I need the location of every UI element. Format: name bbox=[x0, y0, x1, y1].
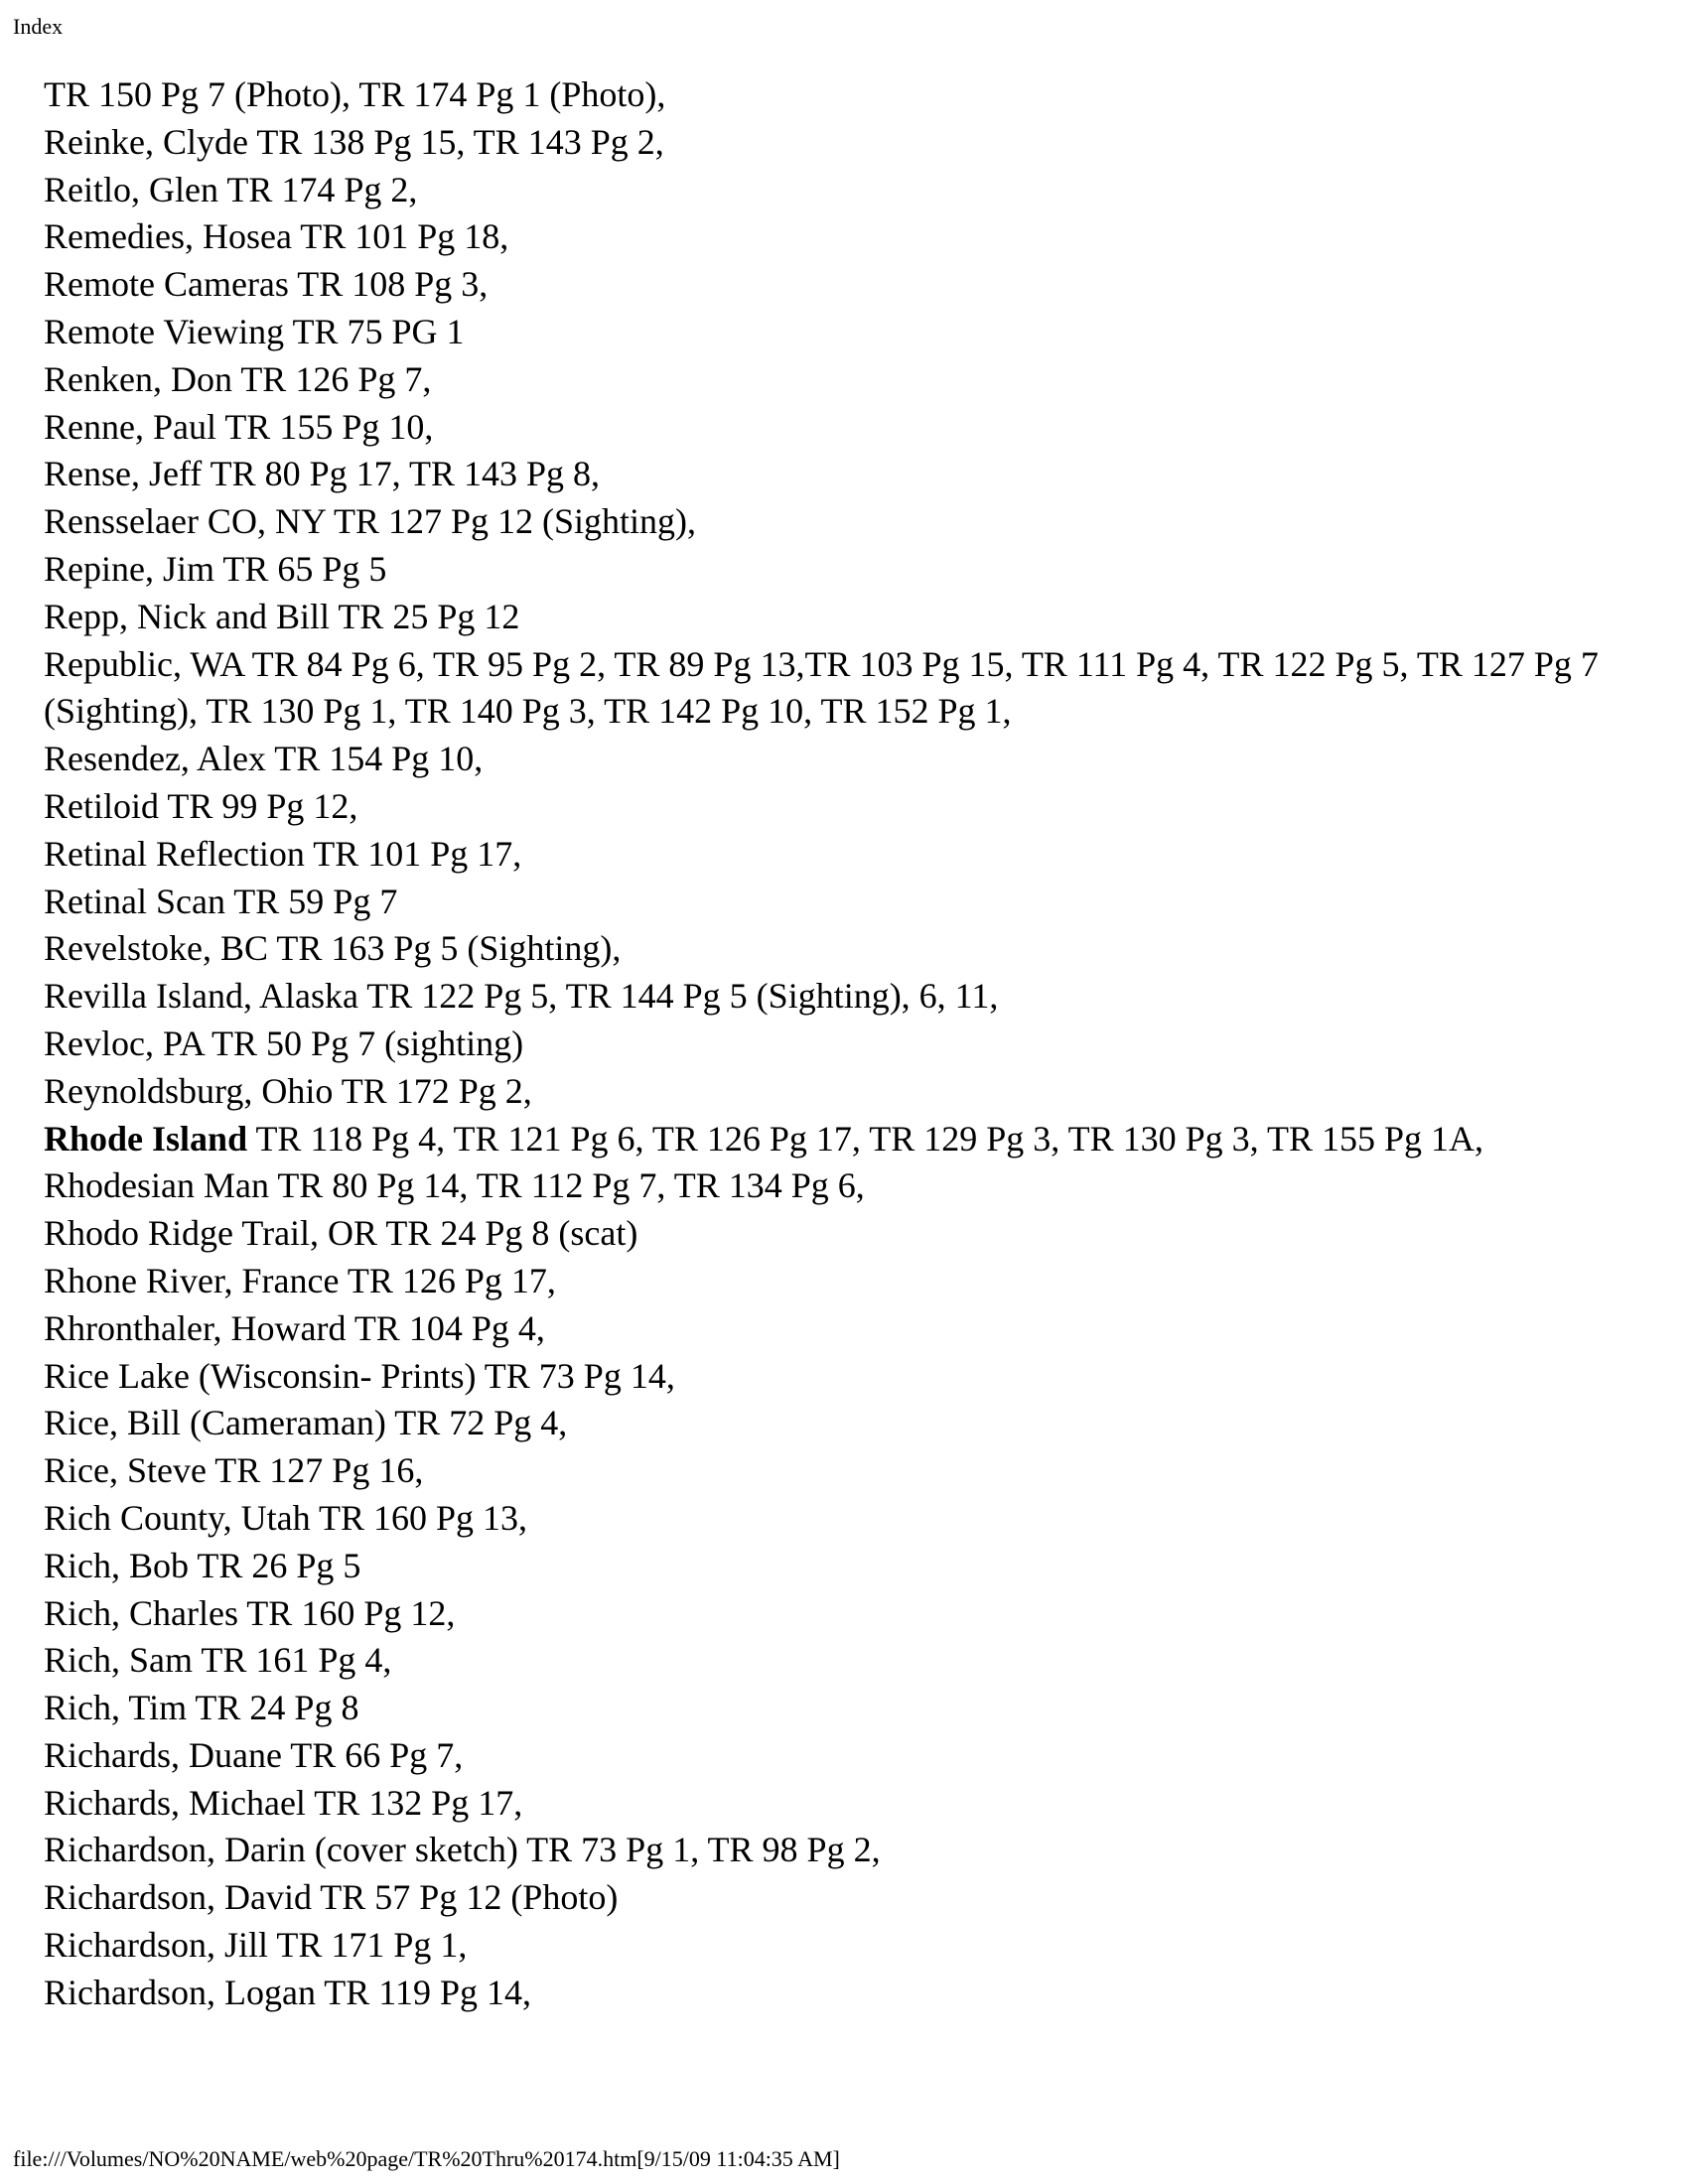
index-entry-text: Richardson, Logan TR 119 Pg 14, bbox=[44, 1972, 531, 2012]
index-entry-text: Rensselaer CO, NY TR 127 Pg 12 (Sighting), bbox=[44, 501, 696, 542]
index-entry bbox=[44, 1400, 1632, 1447]
index-entry bbox=[44, 1874, 1632, 1922]
index-entry bbox=[44, 1447, 1632, 1495]
page-footer-path: file:///Volumes/NO%20NAME/web%20page/TR%20Thru%20174.htm[9/15/09 11:04:35 AM] bbox=[13, 2146, 840, 2171]
index-entry-text: Repine, Jim TR 65 Pg 5 bbox=[44, 548, 387, 589]
index-entry bbox=[44, 309, 1632, 356]
index-entry bbox=[44, 1162, 1632, 1210]
index-entry bbox=[44, 451, 1632, 498]
index-entry-text: Reinke, Clyde TR 138 Pg 15, TR 143 Pg 2, bbox=[44, 121, 664, 162]
index-entry bbox=[44, 1543, 1632, 1590]
index-entry-text: Republic, WA TR 84 Pg 6, TR 95 Pg 2, TR 89 Pg 13,TR 103 Pg 15, TR 111 Pg 4, TR 122 Pg 5, TR 127 Pg 7 (Sighting), TR 130 Pg 1, TR 140 Pg 3, TR 142 Pg 10, TR 152 Pg 1, bbox=[44, 643, 1599, 732]
index-entry bbox=[44, 1685, 1632, 1732]
index-entry bbox=[44, 1495, 1632, 1543]
index-entry-text: Rice, Bill (Cameraman) TR 72 Pg 4, bbox=[44, 1403, 568, 1443]
index-entry bbox=[44, 1305, 1632, 1353]
index-entry bbox=[44, 594, 1632, 641]
index-entry-text: Rich, Tim TR 24 Pg 8 bbox=[44, 1688, 359, 1728]
index-entry-text: Renne, Paul TR 155 Pg 10, bbox=[44, 406, 434, 447]
index-entry-text: Reynoldsburg, Ohio TR 172 Pg 2, bbox=[44, 1070, 532, 1111]
index-entry-text: Remedies, Hosea TR 101 Pg 18, bbox=[44, 216, 509, 257]
index-entry bbox=[44, 831, 1632, 879]
index-entry bbox=[44, 1590, 1632, 1638]
index-entry-text: Retiloid TR 99 Pg 12, bbox=[44, 785, 358, 826]
index-entry-text: Revilla Island, Alaska TR 122 Pg 5, TR 144 Pg 5 (Sighting), 6, 11, bbox=[44, 976, 999, 1017]
index-entry-text: Rhodesian Man TR 80 Pg 14, TR 112 Pg 7, TR 134 Pg 6, bbox=[44, 1165, 865, 1206]
index-entry bbox=[44, 783, 1632, 831]
index-entry-bold-term: Rhode Island bbox=[44, 1118, 248, 1159]
index-entry-text: TR 118 Pg 4, TR 121 Pg 6, TR 126 Pg 17, TR 129 Pg 3, TR 130 Pg 3, TR 155 Pg 1A, bbox=[247, 1118, 1483, 1159]
index-entry bbox=[44, 498, 1632, 546]
index-entry-text: Rhone River, France TR 126 Pg 17, bbox=[44, 1260, 556, 1300]
index-entry bbox=[44, 261, 1632, 309]
index-entry-text: Richardson, Darin (cover sketch) TR 73 Pg 1, TR 98 Pg 2, bbox=[44, 1830, 881, 1870]
index-entry bbox=[44, 119, 1632, 167]
index-entry-text: Revelstoke, BC TR 163 Pg 5 (Sighting), bbox=[44, 928, 622, 969]
index-entry bbox=[44, 1068, 1632, 1116]
index-entry bbox=[44, 1970, 1632, 2017]
index-entry bbox=[44, 213, 1632, 261]
index-entry bbox=[44, 546, 1632, 594]
index-entry-text: Rich, Charles TR 160 Pg 12, bbox=[44, 1592, 456, 1633]
index-list bbox=[44, 71, 1632, 2017]
index-entry bbox=[44, 1353, 1632, 1401]
index-entry-text: Rice, Steve TR 127 Pg 16, bbox=[44, 1450, 424, 1491]
index-entry bbox=[44, 973, 1632, 1021]
index-entry bbox=[44, 879, 1632, 926]
index-entry-text: Rhronthaler, Howard TR 104 Pg 4, bbox=[44, 1307, 545, 1348]
index-entry-text: Repp, Nick and Bill TR 25 Pg 12 bbox=[44, 596, 520, 636]
index-entry bbox=[44, 1827, 1632, 1874]
index-entry bbox=[44, 1780, 1632, 1828]
index-entry-text: Reitlo, Glen TR 174 Pg 2, bbox=[44, 169, 418, 209]
index-entry bbox=[44, 71, 1632, 119]
index-entry-text: Rhodo Ridge Trail, OR TR 24 Pg 8 (scat) bbox=[44, 1213, 638, 1254]
index-entry-text: Revloc, PA TR 50 Pg 7 (sighting) bbox=[44, 1023, 524, 1063]
index-entry-text: Rice Lake (Wisconsin- Prints) TR 73 Pg 14, bbox=[44, 1355, 675, 1396]
index-entry bbox=[44, 356, 1632, 404]
index-entry-text: Rich County, Utah TR 160 Pg 13, bbox=[44, 1497, 528, 1538]
index-entry bbox=[44, 1922, 1632, 1970]
index-entry bbox=[44, 1637, 1632, 1685]
index-entry bbox=[44, 1258, 1632, 1305]
index-entry bbox=[44, 404, 1632, 452]
index-entry-text: Remote Cameras TR 108 Pg 3, bbox=[44, 264, 489, 305]
index-entry-text: Rich, Bob TR 26 Pg 5 bbox=[44, 1545, 361, 1585]
index-entry bbox=[44, 736, 1632, 783]
index-entry-text: Richards, Duane TR 66 Pg 7, bbox=[44, 1734, 464, 1775]
index-entry-text: Renken, Don TR 126 Pg 7, bbox=[44, 358, 432, 399]
index-entry-text: Rich, Sam TR 161 Pg 4, bbox=[44, 1640, 392, 1681]
index-entry-text: Richardson, David TR 57 Pg 12 (Photo) bbox=[44, 1877, 619, 1918]
index-entry-text: Rense, Jeff TR 80 Pg 17, TR 143 Pg 8, bbox=[44, 454, 601, 494]
index-entry bbox=[44, 1210, 1632, 1258]
index-entry-text: Retinal Reflection TR 101 Pg 17, bbox=[44, 833, 522, 874]
index-entry bbox=[44, 1732, 1632, 1780]
index-entry-text: TR 150 Pg 7 (Photo), TR 174 Pg 1 (Photo), bbox=[44, 74, 666, 114]
index-entry-text: Richards, Michael TR 132 Pg 17, bbox=[44, 1782, 523, 1823]
page-header-title: Index bbox=[13, 14, 64, 39]
index-entry bbox=[44, 167, 1632, 214]
index-entry bbox=[44, 1116, 1632, 1163]
index-entry-text: Resendez, Alex TR 154 Pg 10, bbox=[44, 739, 484, 779]
index-entry bbox=[44, 641, 1632, 737]
index-entry-text: Remote Viewing TR 75 PG 1 bbox=[44, 311, 465, 351]
index-entry-text: Richardson, Jill TR 171 Pg 1, bbox=[44, 1925, 468, 1966]
index-entry bbox=[44, 925, 1632, 973]
index-entry-text: Retinal Scan TR 59 Pg 7 bbox=[44, 881, 398, 921]
index-entry bbox=[44, 1021, 1632, 1068]
